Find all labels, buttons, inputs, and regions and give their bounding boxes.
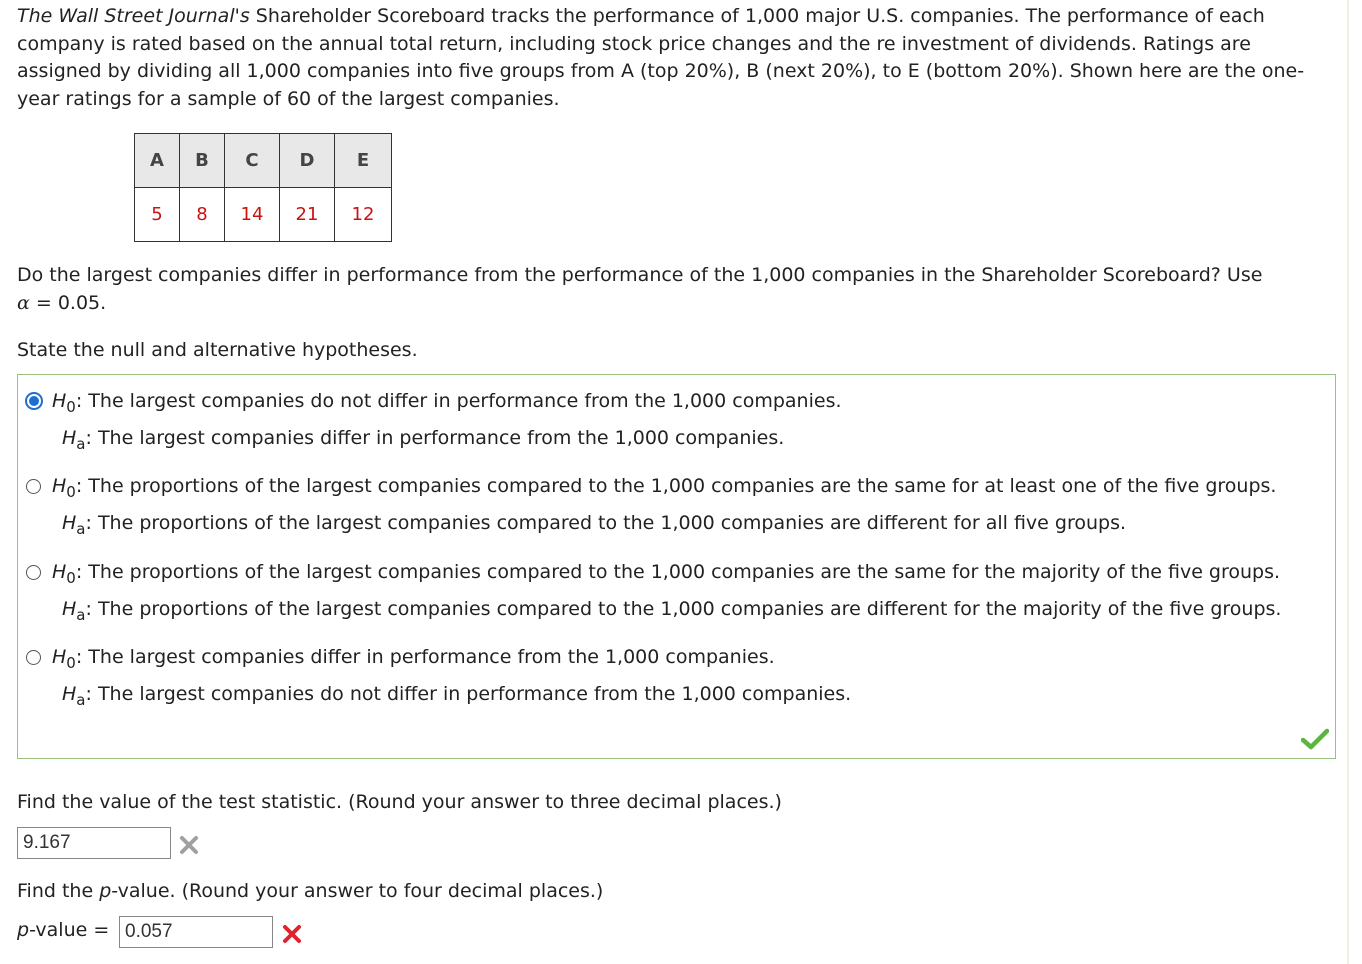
alpha-value: = 0.05. [29,291,107,314]
page-right-rule [1347,0,1349,964]
p-value-prompt: Find the p-value. (Round your answer to four decimal places.) [17,880,604,902]
alternative-hypothesis-text: $H_a$: The proportions of the largest companies compared to the 1,000 companies are different for all five groups. [62,512,1127,538]
alternative-hypothesis-text: $H_a$: The largest companies do not differ in performance from the 1,000 companies. [62,683,852,709]
alternative-hypothesis-symbol: $H_a$ [62,598,86,624]
intro-source: The Wall Street Journal's [17,5,250,27]
p-value-input[interactable]: 0.057 [119,916,273,948]
alternative-hypothesis-text: $H_a$: The largest companies differ in performance from the 1,000 companies. [62,427,785,453]
ratings-header-cell: C [225,134,280,188]
ratings-value-cell: 5 [135,188,180,242]
red-x-icon [281,923,303,945]
null-hypothesis-text: $H_0$: The largest companies do not differ in performance from the 1,000 companies. [52,390,842,416]
ratings-header-cell: D [280,134,335,188]
ratings-table [134,133,392,242]
ratings-value-cell: 14 [225,188,280,242]
hypotheses-choice-group [17,374,1336,759]
intro-paragraph [17,3,1337,113]
alternative-hypothesis-symbol: $H_a$ [62,427,86,453]
ratings-header-row [135,134,392,188]
radio-button-selected[interactable] [25,392,43,410]
test-statistic-prompt: Find the value of the test statistic. (Round your answer to three decimal places.) [17,791,782,813]
radio-button[interactable] [26,479,41,494]
alternative-hypothesis-symbol: $H_a$ [62,683,86,709]
null-hypothesis-text: $H_0$: The largest companies differ in performance from the 1,000 companies. [52,646,775,672]
ratings-value-row [135,188,392,242]
alternative-hypothesis-symbol: $H_a$ [62,512,86,538]
ratings-value-cell: 21 [280,188,335,242]
radio-button[interactable] [26,565,41,580]
p-value-label: p-value = [17,919,110,941]
ratings-header-cell: A [135,134,180,188]
gray-x-icon [178,834,200,856]
ratings-value-cell: 12 [335,188,392,242]
null-hypothesis-text: $H_0$: The proportions of the largest companies compared to the 1,000 companies are the same for at least one of the five groups. [52,475,1277,501]
null-hypothesis-symbol: $H_0$ [52,475,76,501]
null-hypothesis-text: $H_0$: The proportions of the largest companies compared to the 1,000 companies are the same for the majority of the five groups. [52,561,1281,587]
green-checkmark-icon [1301,728,1329,750]
ratings-header-cell: B [180,134,225,188]
null-hypothesis-symbol: $H_0$ [52,646,76,672]
question-body: Do the largest companies differ in performance from the performance of the 1,000 companies in the Shareholder Scoreboard? Use [17,264,1263,286]
test-statistic-input[interactable]: 9.167 [17,827,171,859]
radio-button[interactable] [26,650,41,665]
null-hypothesis-symbol: $H_0$ [52,561,76,587]
null-hypothesis-symbol: $H_0$ [52,390,76,416]
alternative-hypothesis-text: $H_a$: The proportions of the largest companies compared to the 1,000 companies are different for the majority of the five groups. [62,598,1282,624]
ratings-header-cell: E [335,134,392,188]
alpha-symbol: α [17,291,30,314]
hypotheses-prompt: State the null and alternative hypotheses. [17,339,418,361]
question-text [17,262,1337,317]
ratings-value-cell: 8 [180,188,225,242]
intro-text: Shareholder Scoreboard tracks the performance of 1,000 major U.S. companies. The performance of each company is rated based on the annual total return, including stock price changes and the re investment of dividends. Ratings are assigned by dividing all 1,000 companies into five groups from A (top 20%), B (next 20%), to E (bottom 20%). Shown here are the one-year ratings for a sample of 60 of the largest companies. [17,5,1305,110]
